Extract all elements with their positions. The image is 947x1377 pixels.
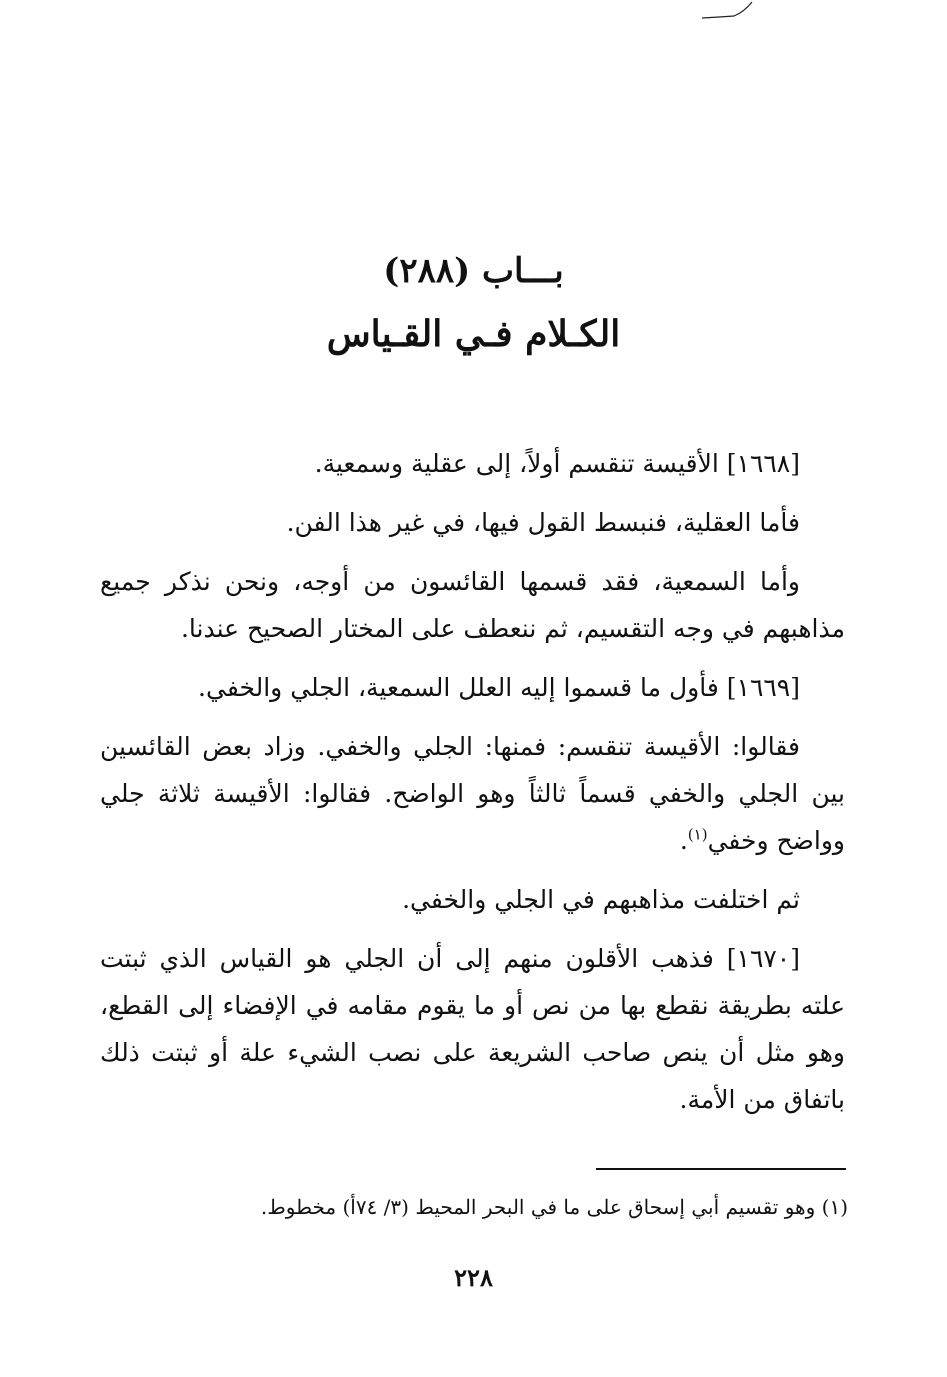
paragraph-textual: وأما السمعية، فقد قسمها القائسون من أوجه، ونحن نذكر جميع مذاهبهم في وجه التقسيم، ثم ننعطف على المختار الصحيح عندنا.	[100, 567, 845, 643]
paragraph-disagreement: ثم اختلفت مذاهبهم في الجلي والخفي.	[402, 885, 800, 914]
paragraph-1670: [١٦٧٠] فذهب الأقلون منهم إلى أن الجلي هو القياس الذي ثبتت علته بطريقة نقطع بها من نص أو ما يقوم مقامه في الإفضاء إلى القطع، وهو مثل أن ينص صاحب الشريعة على نصب الشيء علة أو ثبتت ذلك باتفاق من الأمة.	[100, 944, 845, 1114]
chapter-header	[0, 248, 947, 360]
footnote-divider	[596, 1168, 846, 1170]
paragraph-1668: [١٦٦٨] الأقيسة تنقسم أولاً، إلى عقلية وسمعية.	[314, 449, 800, 478]
paragraph-rational: فأما العقلية، فنبسط القول فيها، في غير هذا الفن.	[286, 508, 800, 537]
chapter-title: الكـلام فـي القـياس	[326, 313, 621, 355]
footnote-ref[interactable]: (١)	[687, 825, 708, 844]
footnote-marker: (١)	[821, 1195, 848, 1219]
paragraph-division-text: فقالوا: الأقيسة تنقسم: فمنها: الجلي والخفي. وزاد بعض القائسين بين الجلي والخفي قسماً ثالثاً وهو الواضح. فقالوا: الأقيسة ثلاثة جلي وواضح وخفي	[100, 732, 845, 855]
footnote	[100, 1192, 848, 1222]
paragraph-1669: [١٦٦٩] فأول ما قسموا إليه العلل السمعية، الجلي والخفي.	[198, 673, 800, 702]
paragraph-division-end: .	[679, 826, 688, 855]
pen-mark	[700, 0, 760, 24]
footnote-text: وهو تقسيم أبي إسحاق على ما في البحر المحيط (٣/ ٧٤أ) مخطوط.	[260, 1195, 816, 1219]
main-text	[100, 440, 845, 1135]
chapter-heading: (٢٨٨) بـــاب	[383, 251, 564, 291]
page-number: ٢٢٨	[454, 1263, 493, 1292]
paragraph-division	[100, 723, 845, 864]
